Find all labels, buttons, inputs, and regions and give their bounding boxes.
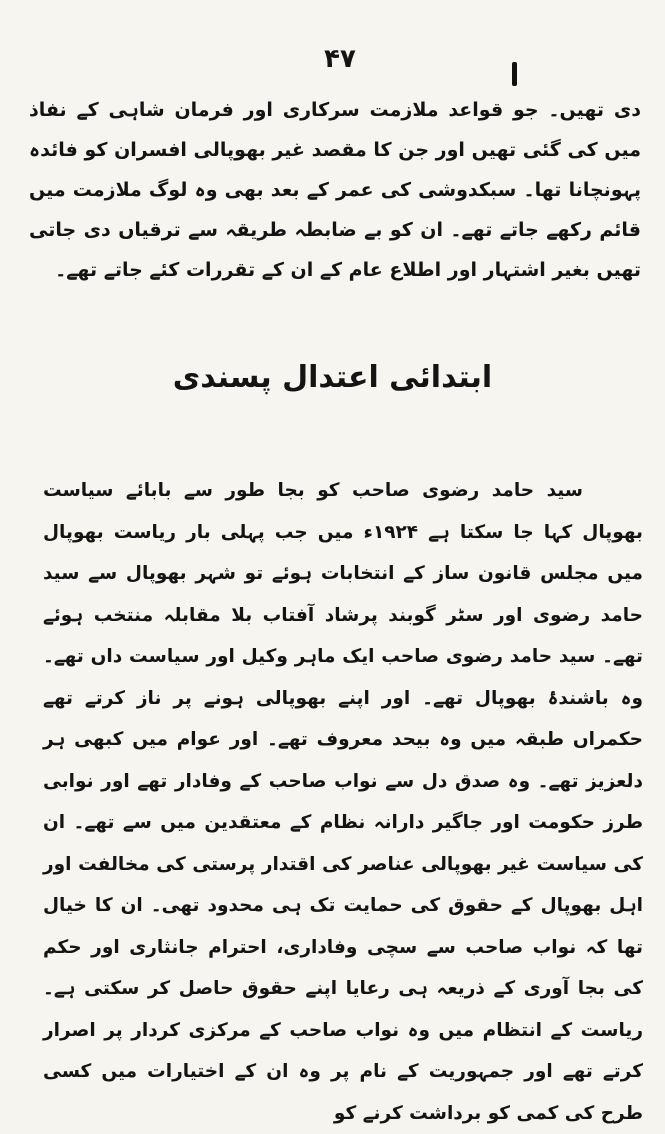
top-paragraph: دی تھیں۔ جو قواعد ملازمت سرکاری اور فرمان شاہی کے نفاذ میں کی گئی تھیں اور جن کا مقصد غیر بھوپالی افسران کو فائدہ پہونچانا تھا۔ سبکدوشی کی عمر کے بعد بھی وہ لوگ ملازمت میں قائم رکھے جاتے تھے۔ ان کو بے ضابطہ طریقہ سے ترقیاں دی جاتی تھیں بغیر اشتہار اور اطلاع عام کے ان کے تقررات کئے جاتے تھے۔ [29, 99, 641, 281]
ink-mark [512, 62, 517, 86]
section-heading: ابتدائی اعتدال پسندی [172, 360, 493, 395]
section-paragraph [43, 470, 643, 1134]
section-paragraph-text: سید حامد رضوی صاحب کو بجا طور سے بابائے سیاست بھوپال کہا جا سکتا ہے ۱۹۲۴ء میں جب پہلی بار ریاست بھوپال میں مجلس قانون ساز کے انتخابات ہوئے تو شہر بھوپال سے سید حامد رضوی اور سٹر گوبند پرشاد آفتاب بلا مقابلہ منتخب ہوئے تھے۔ سید حامد رضوی صاحب ایک ماہر وکیل اور سیاست داں تھے۔ وہ باشندۂ بھوپال تھے۔ اور اپنے بھوپالی ہونے پر ناز کرتے تھے حکمراں طبقہ میں وہ بیحد معروف تھے۔ اور عوام میں کبھی ہر دلعزیز تھے۔ وہ صدق دل سے نواب صاحب کے وفادار تھے اور نوابی طرز حکومت اور جاگیر دارانہ نظام کے معتقدین میں سے تھے۔ ان کی سیاست غیر بھوپالی عناصر کی اقتدار پرستی کی مخالفت اور اہل بھوپال کے حقوق کی حمایت تک ہی محدود تھی۔ ان کا خیال تھا کہ نواب صاحب سے سچی وفاداری، احترام جانثاری اور حکم کی بجا آوری کے ذریعہ ہی رعایا اپنے حقوق حاصل کر سکتی ہے۔ ریاست کے انتظام میں وہ نواب صاحب کے مرکزی کردار پر اصرار کرتے تھے اور جمہوریت کے نام پر وہ ان کے اختیارات میں کسی طرح کی کمی کو برداشت کرنے کو [43, 480, 643, 1124]
page-number: ۴۷ [324, 44, 356, 74]
